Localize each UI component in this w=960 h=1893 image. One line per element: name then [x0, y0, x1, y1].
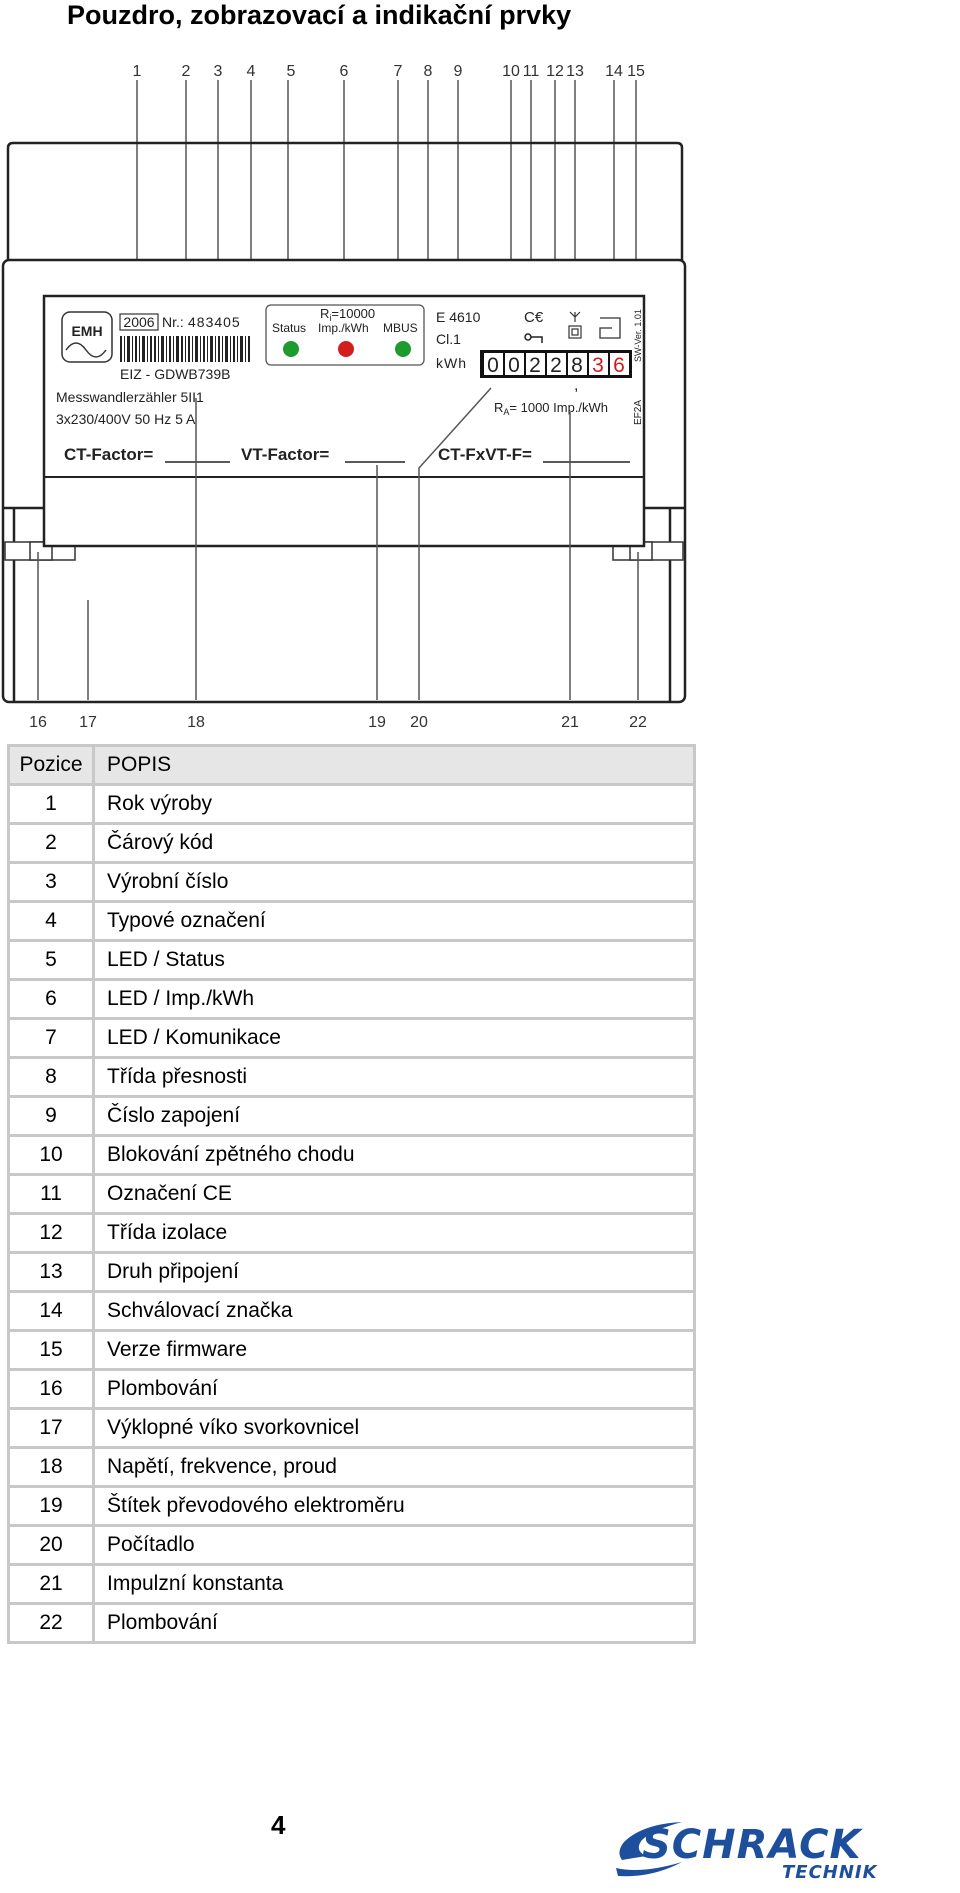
callout-6: 6 — [339, 63, 349, 80]
row-pos: 20 — [9, 1526, 94, 1565]
row-pos: 16 — [9, 1370, 94, 1409]
schrack-logo — [612, 1812, 952, 1882]
callout-11: 11 — [522, 63, 540, 80]
header-pos: Pozice — [9, 746, 94, 785]
table-row — [9, 902, 695, 941]
row-pos: 2 — [9, 824, 94, 863]
row-pos: 19 — [9, 1487, 94, 1526]
row-pos: 8 — [9, 1058, 94, 1097]
callout-12: 12 — [546, 63, 564, 80]
row-pos: 14 — [9, 1292, 94, 1331]
counter-digit-5: 8 — [571, 354, 583, 377]
callout-21: 21 — [561, 714, 579, 730]
table-row — [9, 1604, 695, 1643]
meter-name: Messwandlerzähler 5II1 — [56, 389, 204, 405]
counter-digit-3: 2 — [529, 354, 541, 377]
counter-digit-7: 6 — [613, 354, 625, 377]
description-table — [7, 744, 696, 1644]
row-pos: 10 — [9, 1136, 94, 1175]
row-pos: 11 — [9, 1175, 94, 1214]
barcode — [120, 336, 250, 362]
energy-unit: kWh — [436, 355, 467, 371]
counter-digit-4: 2 — [550, 354, 562, 377]
row-desc: Štítek převodového elektroměru — [94, 1487, 695, 1526]
table-row — [9, 1136, 695, 1175]
row-desc: LED / Komunikace — [94, 1019, 695, 1058]
row-desc: Typové označení — [94, 902, 695, 941]
callout-16: 16 — [29, 714, 47, 730]
counter-digit-6: 3 — [592, 354, 604, 377]
row-desc: Verze firmware — [94, 1331, 695, 1370]
logo-sub: TECHNIK — [782, 1862, 878, 1882]
table-row — [9, 1214, 695, 1253]
accuracy-class: Cl.1 — [436, 331, 461, 347]
led-status-label: Status — [272, 321, 307, 335]
callout-7: 7 — [393, 63, 403, 80]
voltage-line: 3x230/400V 50 Hz 5 A — [56, 411, 196, 427]
callout-3: 3 — [213, 63, 223, 80]
ri-label: R — [320, 306, 330, 321]
counter-digit-2: 0 — [508, 354, 520, 377]
callout-8: 8 — [423, 63, 433, 80]
serial-label: Nr.: — [162, 314, 184, 330]
callout-9: 9 — [453, 63, 463, 80]
callout-10: 10 — [502, 63, 520, 80]
table-row — [9, 1058, 695, 1097]
callout-4: 4 — [246, 63, 256, 80]
table-row — [9, 785, 695, 824]
table-row — [9, 1409, 695, 1448]
row-pos: 12 — [9, 1214, 94, 1253]
header-desc: POPIS — [94, 746, 695, 785]
row-pos: 22 — [9, 1604, 94, 1643]
ri-value: =10000 — [331, 306, 376, 321]
callout-1: 1 — [132, 63, 142, 80]
serial-number: 483405 — [188, 314, 241, 330]
row-pos: 17 — [9, 1409, 94, 1448]
led-mbus — [395, 341, 411, 357]
table-row — [9, 863, 695, 902]
type-code: EIZ - GDWB739B — [120, 366, 231, 382]
svg-text:,: , — [574, 377, 579, 394]
table-row — [9, 1019, 695, 1058]
callout-19: 19 — [368, 714, 386, 730]
table-row — [9, 1175, 695, 1214]
row-desc: Označení CE — [94, 1175, 695, 1214]
row-desc: Napětí, frekvence, proud — [94, 1448, 695, 1487]
table-row — [9, 1253, 695, 1292]
svg-text:RA= 1000 Imp./kWh — [494, 400, 608, 417]
ef-code: EF2A — [633, 399, 644, 425]
svg-text:EMH: EMH — [71, 323, 103, 339]
ri-sub: i — [329, 313, 332, 323]
row-desc: Impulzní konstanta — [94, 1565, 695, 1604]
row-desc: LED / Status — [94, 941, 695, 980]
ra-sub: A — [503, 407, 510, 417]
meter-diagram — [0, 60, 700, 730]
page-title: Pouzdro, zobrazovací a indikační prvky — [67, 0, 572, 30]
counter-digit-1: 0 — [487, 354, 499, 377]
led-imp-label: Imp./kWh — [318, 321, 369, 335]
callout-22: 22 — [629, 714, 647, 730]
table-row — [9, 824, 695, 863]
row-pos: 9 — [9, 1097, 94, 1136]
ctvt-factor-label: CT-FxVT-F= — [438, 445, 532, 464]
row-desc: Výrobní číslo — [94, 863, 695, 902]
row-desc: Třída přesnosti — [94, 1058, 695, 1097]
row-desc: Blokování zpětného chodu — [94, 1136, 695, 1175]
row-desc: Čárový kód — [94, 824, 695, 863]
callout-5: 5 — [286, 63, 296, 80]
table-row — [9, 1565, 695, 1604]
row-pos: 7 — [9, 1019, 94, 1058]
led-status — [283, 341, 299, 357]
ra-label: R — [494, 400, 504, 415]
row-pos: 5 — [9, 941, 94, 980]
table-row — [9, 1292, 695, 1331]
table-row — [9, 1526, 695, 1565]
ce-mark: C€ — [524, 309, 544, 326]
table-header-row — [9, 746, 695, 785]
row-pos: 3 — [9, 863, 94, 902]
ra-value: = 1000 Imp./kWh — [509, 400, 609, 415]
row-desc: Třída izolace — [94, 1214, 695, 1253]
page-number: 4 — [271, 1810, 286, 1840]
row-desc: Schválovací značka — [94, 1292, 695, 1331]
row-pos: 1 — [9, 785, 94, 824]
callout-17: 17 — [79, 714, 97, 730]
table-row — [9, 1370, 695, 1409]
circuit-number: E 4610 — [436, 309, 481, 325]
table-row — [9, 1331, 695, 1370]
led-imp — [338, 341, 354, 357]
table-row — [9, 941, 695, 980]
sw-version: SW-Ver. 1.01 — [633, 309, 643, 362]
row-pos: 18 — [9, 1448, 94, 1487]
top-callout-numbers — [133, 63, 645, 80]
row-desc: Číslo zapojení — [94, 1097, 695, 1136]
callout-2: 2 — [181, 63, 191, 80]
logo-brand: SCHRACK — [642, 1822, 862, 1868]
table-row — [9, 1097, 695, 1136]
row-desc: Počítadlo — [94, 1526, 695, 1565]
ct-factor-label: CT-Factor= — [64, 445, 154, 464]
table-row — [9, 1487, 695, 1526]
row-desc: Výklopné víko svorkovnicel — [94, 1409, 695, 1448]
callout-13: 13 — [566, 63, 584, 80]
row-pos: 21 — [9, 1565, 94, 1604]
row-pos: 6 — [9, 980, 94, 1019]
row-desc: Druh připojení — [94, 1253, 695, 1292]
row-pos: 4 — [9, 902, 94, 941]
callout-18: 18 — [187, 714, 205, 730]
vt-factor-label: VT-Factor= — [241, 445, 330, 464]
row-desc: Rok výroby — [94, 785, 695, 824]
led-mbus-label: MBUS — [383, 321, 418, 335]
row-desc: LED / Imp./kWh — [94, 980, 695, 1019]
callout-14: 14 — [605, 63, 623, 80]
table-row — [9, 1448, 695, 1487]
callout-15: 15 — [627, 63, 645, 80]
bottom-callout-numbers — [29, 714, 647, 730]
row-desc: Plombování — [94, 1604, 695, 1643]
table-row — [9, 980, 695, 1019]
row-pos: 13 — [9, 1253, 94, 1292]
row-pos: 15 — [9, 1331, 94, 1370]
manufacture-year: 2006 — [123, 314, 155, 330]
row-desc: Plombování — [94, 1370, 695, 1409]
callout-20: 20 — [410, 714, 428, 730]
